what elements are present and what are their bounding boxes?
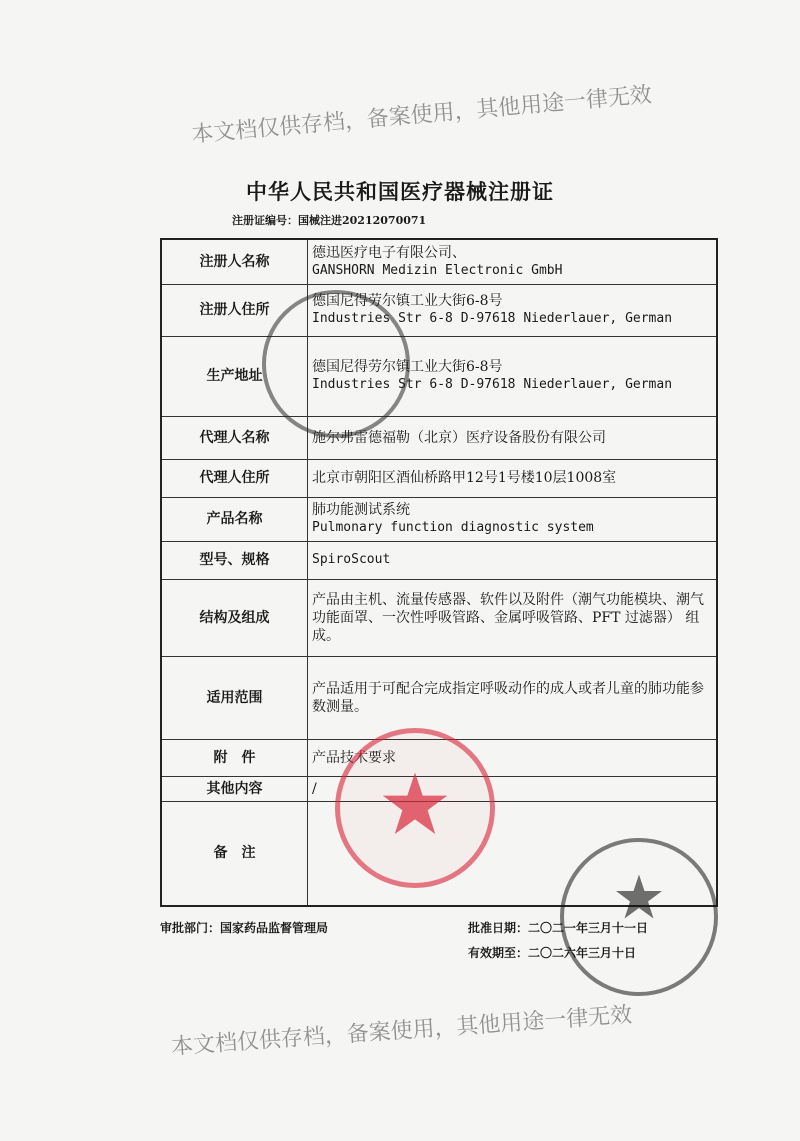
registrant-address-cn: 德国尼得劳尔镇工业大街6-8号 xyxy=(312,293,503,309)
document-title: 中华人民共和国医疗器械注册证 xyxy=(246,180,554,204)
table-row xyxy=(161,239,717,284)
table-row xyxy=(161,284,717,336)
other-content: / xyxy=(308,776,718,801)
registrant-name-cn: 德迅医疗电子有限公司、 xyxy=(312,244,466,261)
row-label: 注册人住所 xyxy=(161,284,308,336)
agent-address: 北京市朝阳区酒仙桥路甲12号1号楼10层1008室 xyxy=(308,459,718,497)
product-name-en: Pulmonary function diagnostic system xyxy=(312,520,594,535)
row-label: 生产地址 xyxy=(161,336,308,416)
table-row xyxy=(161,459,717,497)
row-label: 型号、规格 xyxy=(161,541,308,579)
approval-department: 审批部门：国家药品监督管理局 xyxy=(160,921,329,935)
table-row xyxy=(161,541,717,579)
row-label: 备 注 xyxy=(161,801,308,906)
table-row xyxy=(161,579,717,656)
row-label: 结构及组成 xyxy=(161,579,308,656)
table-row xyxy=(161,336,717,416)
row-label: 产品名称 xyxy=(161,497,308,541)
scope-of-application: 产品适用于可配合完成指定呼吸动作的成人或者儿童的肺功能参数测量。 xyxy=(308,656,718,739)
row-label: 适用范围 xyxy=(161,656,308,739)
approval-date: 批准日期：二〇二一年三月十一日 xyxy=(468,921,649,935)
agent-name: 施尔弗雷德福勒（北京）医疗设备股份有限公司 xyxy=(308,416,718,459)
table-row xyxy=(161,656,717,739)
registrant-name-en: GANSHORN Medizin Electronic GmbH xyxy=(312,262,563,278)
remarks xyxy=(308,801,718,906)
table-row xyxy=(161,416,717,459)
row-label: 其他内容 xyxy=(161,776,308,801)
footer xyxy=(160,919,718,969)
product-name-cn: 肺功能测试系统 xyxy=(312,502,410,518)
table-row xyxy=(161,497,717,541)
watermark: 本文档仅供存档，备案使用，其他用途一律无效 xyxy=(170,1002,633,1060)
production-address-cn: 德国尼得劳尔镇工业大街6-8号 xyxy=(312,359,503,375)
row-label: 代理人名称 xyxy=(161,416,308,459)
production-address-en: Industries Str 6-8 D-97618 Niederlauer, German xyxy=(312,377,673,392)
attachments: 产品技术要求 xyxy=(308,739,718,776)
row-label: 附 件 xyxy=(161,739,308,776)
registration-number: 注册证编号：国械注进20212070071 xyxy=(232,214,427,227)
row-label: 注册人名称 xyxy=(161,239,308,284)
watermark: 本文档仅供存档，备案使用，其他用途一律无效 xyxy=(190,82,653,148)
certificate-table xyxy=(160,238,718,907)
valid-until: 有效期至：二〇二六年三月十日 xyxy=(468,946,637,960)
certificate-body xyxy=(160,238,718,969)
table-row xyxy=(161,776,717,801)
structure-composition: 产品由主机、流量传感器、软件以及附件（潮气功能模块、潮气功能面罩、一次性呼吸管路、金属呼吸管路、PFT 过滤器） 组成。 xyxy=(308,579,718,656)
table-row xyxy=(161,739,717,776)
model-spec: SpiroScout xyxy=(312,552,391,567)
row-label: 代理人住所 xyxy=(161,459,308,497)
registrant-address-en: Industries Str 6-8 D-97618 Niederlauer, German xyxy=(312,311,673,326)
table-row xyxy=(161,801,717,906)
